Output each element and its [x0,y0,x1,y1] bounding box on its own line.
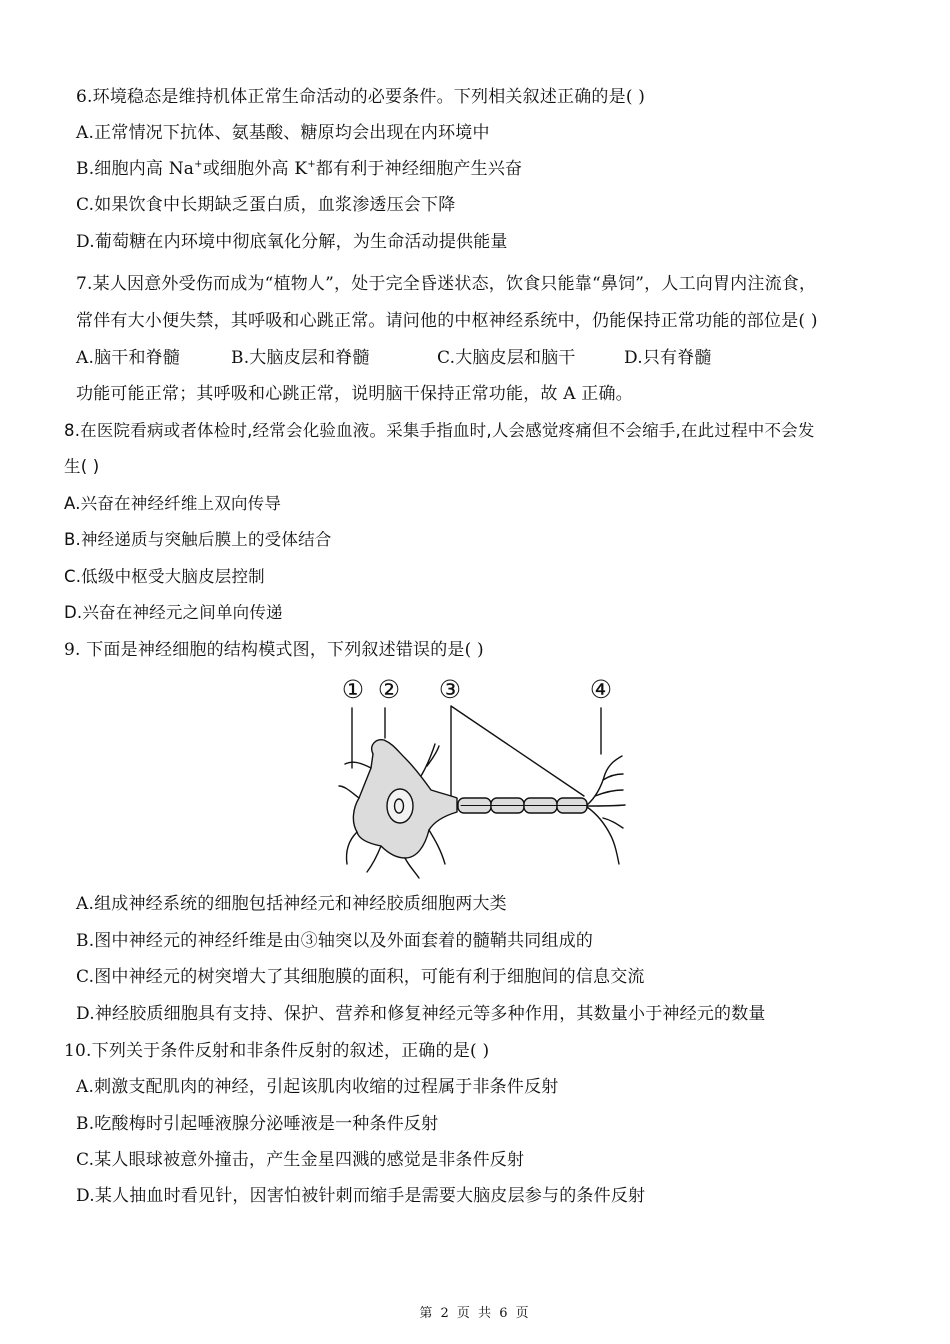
neuron-diagram [337,668,627,882]
q7-stem-line2: 常伴有大小便失禁，其呼吸和心跳正常。请问他的中枢神经系统中，仍能保持正常功能的部位是( ) [76,311,818,331]
q7-option-a: A.脑干和脊髓 [76,348,181,368]
q7-note: 功能可能正常；其呼吸和心跳正常，说明脑干保持正常功能，故 A 正确。 [76,384,633,404]
q6-option-b-part2: 或细胞外高 K [202,159,308,179]
q8-option-b: B.神经递质与突触后膜上的受体结合 [64,530,332,549]
dendrite [429,830,445,864]
dendrite [421,744,439,776]
label-4: ④ [589,675,613,704]
leader-line-3 [451,706,584,812]
axon-terminal [587,807,619,864]
label-3: ③ [438,675,462,704]
dendrite [367,846,381,872]
axon-terminal [603,774,623,780]
q10-option-d: D.某人抽血时看见针，因害怕被针刺而缩手是需要大脑皮层参与的条件反射 [76,1186,646,1206]
q6-option-d: D.葡萄糖在内环境中彻底氧化分解，为生命活动提供能量 [76,232,508,252]
q9-option-d: D.神经胶质细胞具有支持、保护、营养和修复神经元等多种作用，其数量小于神经元的数量 [76,1004,766,1024]
q7-option-c: C.大脑皮层和脑干 [437,348,576,368]
q9-option-a: A.组成神经系统的细胞包括神经元和神经胶质细胞两大类 [76,894,507,914]
q6-option-c: C.如果饮食中长期缺乏蛋白质，血浆渗透压会下降 [76,195,456,215]
axon-terminal [587,756,622,805]
q6-stem: 6.环境稳态是维持机体正常生命活动的必要条件。下列相关叙述正确的是( ) [76,87,646,107]
page-footer: 第 2 页 共 6 页 [419,1306,531,1321]
q6-option-b [76,157,522,181]
q8-option-a: A.兴奋在神经纤维上双向传导 [64,494,282,513]
q7-options [76,346,876,370]
axon-terminal [595,790,623,796]
q6-option-b-part3: 都有利于神经细胞产生兴奋 [315,159,523,179]
dendrite [339,786,359,798]
q10-option-a: A.刺激支配肌肉的神经，引起该肌肉收缩的过程属于非条件反射 [76,1077,559,1097]
label-2: ② [377,675,401,704]
q6-option-b-sup1: + [194,159,203,170]
q6-option-b-part1: B.细胞内高 Na [76,159,195,179]
axon-terminal [587,805,625,806]
q9-option-c: C.图中神经元的树突增大了其细胞膜的面积，可能有利于细胞间的信息交流 [76,967,645,987]
q6-option-b-sup2: + [307,159,316,170]
dendrite [405,858,419,878]
label-1: ① [341,675,365,704]
q10-option-b: B.吃酸梅时引起唾液腺分泌唾液是一种条件反射 [76,1114,439,1134]
q9-option-b: B.图中神经元的神经纤维是由③轴突以及外面套着的髓鞘共同组成的 [76,931,594,951]
q8-option-c: C.低级中枢受大脑皮层控制 [64,567,265,586]
dendrite [345,762,371,768]
q8-stem-line2: 生( ) [64,457,100,476]
q8-stem-line1: 8.在医院看病或者体检时,经常会化验血液。采集手指血时,人会感觉疼痛但不会缩手,在此过程中不会发 [64,421,815,440]
q7-stem-line1: 7.某人因意外受伤而成为“植物人”，处于完全昏迷状态，饮食只能靠“鼻饲”，人工向胃内注流食， [76,274,817,294]
nucleus [387,789,413,823]
q7-option-b: B.大脑皮层和脊髓 [231,348,370,368]
q9-stem: 9. 下面是神经细胞的结构模式图，下列叙述错误的是( ) [64,640,484,660]
q10-option-c: C.某人眼球被意外撞击，产生金星四溅的感觉是非条件反射 [76,1150,525,1170]
q8-option-d: D.兴奋在神经元之间单向传递 [64,603,283,622]
dendrite [346,832,357,864]
q7-option-d: D.只有脊髓 [624,348,712,368]
q6-option-a: A.正常情况下抗体、氨基酸、糖原均会出现在内环境中 [76,123,490,143]
q10-stem: 10.下列关于条件反射和非条件反射的叙述，正确的是( ) [64,1041,490,1061]
